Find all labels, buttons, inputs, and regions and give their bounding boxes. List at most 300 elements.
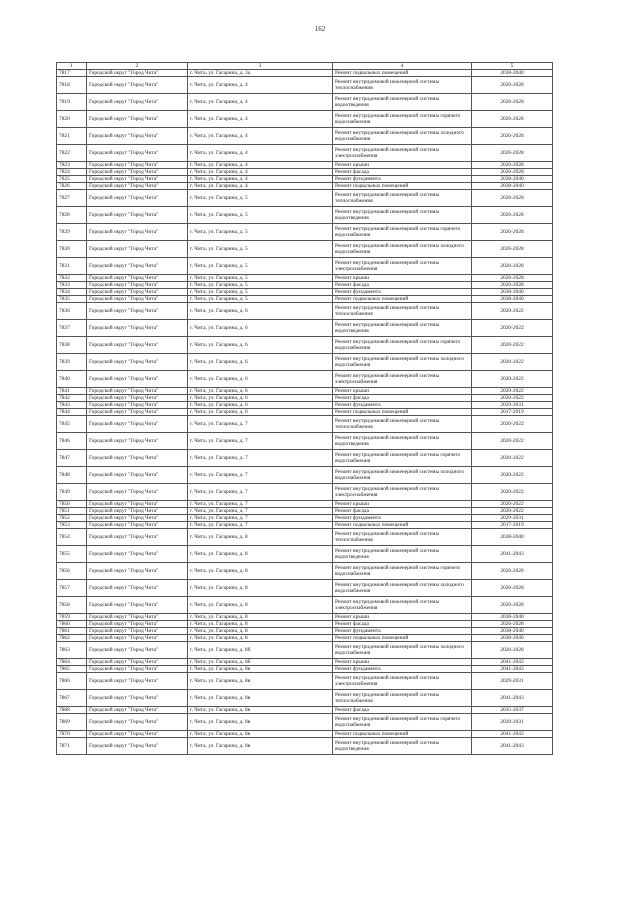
table-row — [57, 388, 553, 395]
table-row — [57, 275, 553, 282]
address-cell: г. Чита, ул. Гагарина, д. 8 — [188, 628, 333, 635]
municipality-cell: Городской округ "Город Чита" — [87, 176, 188, 183]
table-row — [57, 484, 553, 501]
row-number: 7853 — [57, 522, 87, 529]
row-number: 7846 — [57, 433, 87, 450]
municipality-cell: Городской округ "Город Чита" — [87, 77, 188, 94]
address-cell: г. Чита, ул. Гагарина, д. 4 — [188, 145, 333, 162]
municipality-cell: Городской округ "Город Чита" — [87, 673, 188, 690]
table-row — [57, 546, 553, 563]
address-cell: г. Чита, ул. Гагарина, д. 7 — [188, 501, 333, 508]
row-number: 7858 — [57, 597, 87, 614]
table-row — [57, 77, 553, 94]
work-type-cell: Ремонт фундамента — [333, 402, 472, 409]
table-row — [57, 501, 553, 508]
period-cell: 2020-2022 — [472, 371, 553, 388]
table-row — [57, 580, 553, 597]
table-row — [57, 467, 553, 484]
period-cell: 2026-2028 — [472, 580, 553, 597]
table-row — [57, 433, 553, 450]
table-row — [57, 128, 553, 145]
row-number: 7843 — [57, 402, 87, 409]
column-header: 3 — [188, 63, 333, 70]
work-type-cell: Ремонт подвальных помещений — [333, 183, 472, 190]
address-cell: г. Чита, ул. Гагарина, д. 8в — [188, 666, 333, 673]
table-row — [57, 522, 553, 529]
period-cell: 2026-2028 — [472, 224, 553, 241]
work-type-cell: Ремонт внутридомовой инженерной системы теплоснабжения — [333, 690, 472, 707]
address-cell: г. Чита, ул. Гагарина, д. 8в — [188, 738, 333, 755]
address-cell: г. Чита, ул. Гагарина, д. 6 — [188, 402, 333, 409]
address-cell: г. Чита, ул. Гагарина, д. 8 — [188, 597, 333, 614]
address-cell: г. Чита, ул. Гагарина, д. 8 — [188, 614, 333, 621]
work-type-cell: Ремонт внутридомовой инженерной системы водоотведения — [333, 207, 472, 224]
period-cell: 2029-2031 — [472, 714, 553, 731]
address-cell: г. Чита, ул. Гагарина, д. 5 — [188, 241, 333, 258]
row-number: 7831 — [57, 258, 87, 275]
municipality-cell: Городской округ "Город Чита" — [87, 354, 188, 371]
address-cell: г. Чита, ул. Гагарина, д. 7 — [188, 433, 333, 450]
table-row — [57, 642, 553, 659]
period-cell: 2020-2022 — [472, 303, 553, 320]
municipality-cell: Городской округ "Город Чита" — [87, 111, 188, 128]
table-row — [57, 111, 553, 128]
work-type-cell: Ремонт фундамента — [333, 515, 472, 522]
address-cell: г. Чита, ул. Гагарина, д. 7 — [188, 416, 333, 433]
work-type-cell: Ремонт фасада — [333, 707, 472, 714]
municipality-cell: Городской округ "Город Чита" — [87, 162, 188, 169]
municipality-cell: Городской округ "Город Чита" — [87, 258, 188, 275]
row-number: 7834 — [57, 289, 87, 296]
period-cell: 2038-2040 — [472, 296, 553, 303]
municipality-cell: Городской округ "Город Чита" — [87, 546, 188, 563]
address-cell: г. Чита, ул. Гагарина, д. 7 — [188, 508, 333, 515]
municipality-cell: Городской округ "Город Чита" — [87, 714, 188, 731]
municipality-cell: Городской округ "Город Чита" — [87, 642, 188, 659]
table-row — [57, 635, 553, 642]
column-header: 5 — [472, 63, 553, 70]
row-number: 7859 — [57, 614, 87, 621]
period-cell: 2017-2019 — [472, 522, 553, 529]
municipality-cell: Городской округ "Город Чита" — [87, 515, 188, 522]
address-cell: г. Чита, ул. Гагарина, д. 8в — [188, 714, 333, 731]
table-row — [57, 70, 553, 77]
table-row — [57, 515, 553, 522]
period-cell: 2038-2040 — [472, 183, 553, 190]
work-type-cell: Ремонт внутридомовой инженерной системы электроснабжения — [333, 258, 472, 275]
table-row — [57, 450, 553, 467]
municipality-cell: Городской округ "Город Чита" — [87, 371, 188, 388]
table-row — [57, 690, 553, 707]
period-cell: 2020-2022 — [472, 416, 553, 433]
period-cell: 2041-2043 — [472, 659, 553, 666]
table-row — [57, 673, 553, 690]
work-type-cell: Ремонт фасада — [333, 395, 472, 402]
municipality-cell: Городской округ "Город Чита" — [87, 416, 188, 433]
table-row — [57, 707, 553, 714]
table-row — [57, 207, 553, 224]
period-cell: 2029-2031 — [472, 673, 553, 690]
row-number: 7868 — [57, 707, 87, 714]
row-number: 7864 — [57, 659, 87, 666]
work-type-cell: Ремонт внутридомовой инженерной системы холодного водоснабжения — [333, 128, 472, 145]
period-cell: 2020-2022 — [472, 467, 553, 484]
municipality-cell: Городской округ "Город Чита" — [87, 635, 188, 642]
work-type-cell: Ремонт фундамента — [333, 289, 472, 296]
row-number: 7836 — [57, 303, 87, 320]
municipality-cell: Городской округ "Город Чита" — [87, 296, 188, 303]
municipality-cell: Городской округ "Город Чита" — [87, 289, 188, 296]
row-number: 7837 — [57, 320, 87, 337]
row-number: 7841 — [57, 388, 87, 395]
work-type-cell: Ремонт крыши — [333, 162, 472, 169]
table-row — [57, 395, 553, 402]
period-cell: 2026-2028 — [472, 597, 553, 614]
row-number: 7817 — [57, 70, 87, 77]
row-number: 7871 — [57, 738, 87, 755]
table-row — [57, 371, 553, 388]
municipality-cell: Городской округ "Город Чита" — [87, 320, 188, 337]
period-cell: 2038-2040 — [472, 176, 553, 183]
address-cell: г. Чита, ул. Гагарина, д. 4 — [188, 183, 333, 190]
work-type-cell: Ремонт внутридомовой инженерной системы теплоснабжения — [333, 529, 472, 546]
period-cell: 2026-2028 — [472, 190, 553, 207]
table-row — [57, 176, 553, 183]
period-cell: 2020-2022 — [472, 501, 553, 508]
work-type-cell: Ремонт подвальных помещений — [333, 70, 472, 77]
work-type-cell: Ремонт внутридомовой инженерной системы теплоснабжения — [333, 303, 472, 320]
address-cell: г. Чита, ул. Гагарина, д. 5 — [188, 282, 333, 289]
municipality-cell: Городской округ "Город Чита" — [87, 169, 188, 176]
period-cell: 2041-2043 — [472, 731, 553, 738]
row-number: 7825 — [57, 176, 87, 183]
address-cell: г. Чита, ул. Гагарина, д. 6 — [188, 354, 333, 371]
work-type-cell: Ремонт крыши — [333, 501, 472, 508]
table-row — [57, 183, 553, 190]
municipality-cell: Городской округ "Город Чита" — [87, 275, 188, 282]
work-type-cell: Ремонт внутридомовой инженерной системы теплоснабжения — [333, 190, 472, 207]
address-cell: г. Чита, ул. Гагарина, д. 8 — [188, 635, 333, 642]
row-number: 7852 — [57, 515, 87, 522]
work-type-cell: Ремонт внутридомовой инженерной системы холодного водоснабжения — [333, 642, 472, 659]
address-cell: г. Чита, ул. Гагарина, д. 8в — [188, 731, 333, 738]
row-number: 7855 — [57, 546, 87, 563]
address-cell: г. Чита, ул. Гагарина, д. 4 — [188, 162, 333, 169]
municipality-cell: Городской округ "Город Чита" — [87, 94, 188, 111]
work-type-cell: Ремонт крыши — [333, 659, 472, 666]
work-type-cell: Ремонт фундамента — [333, 666, 472, 673]
period-cell: 2026-2028 — [472, 162, 553, 169]
work-type-cell: Ремонт внутридомовой инженерной системы водоотведения — [333, 546, 472, 563]
municipality-cell: Городской округ "Город Чита" — [87, 628, 188, 635]
table-row — [57, 621, 553, 628]
period-cell: 2026-2028 — [472, 169, 553, 176]
period-cell: 2038-2040 — [472, 289, 553, 296]
work-type-cell: Ремонт внутридомовой инженерной системы горячего водоснабжения — [333, 224, 472, 241]
row-number: 7866 — [57, 673, 87, 690]
row-number: 7822 — [57, 145, 87, 162]
row-number: 7869 — [57, 714, 87, 731]
work-type-cell: Ремонт внутридомовой инженерной системы водоотведения — [333, 433, 472, 450]
work-type-cell: Ремонт внутридомовой инженерной системы водоотведения — [333, 738, 472, 755]
row-number: 7819 — [57, 94, 87, 111]
address-cell: г. Чита, ул. Гагарина, д. 6 — [188, 388, 333, 395]
address-cell: г. Чита, ул. Гагарина, д. 8в — [188, 673, 333, 690]
row-number: 7828 — [57, 207, 87, 224]
work-type-cell: Ремонт внутридомовой инженерной системы горячего водоснабжения — [333, 337, 472, 354]
work-type-cell: Ремонт внутридомовой инженерной системы электроснабжения — [333, 597, 472, 614]
period-cell: 2038-2040 — [472, 614, 553, 621]
table-row — [57, 224, 553, 241]
row-number: 7824 — [57, 169, 87, 176]
period-cell: 2020-2022 — [472, 337, 553, 354]
work-type-cell: Ремонт внутридомовой инженерной системы холодного водоснабжения — [333, 241, 472, 258]
work-type-cell: Ремонт крыши — [333, 388, 472, 395]
row-number: 7857 — [57, 580, 87, 597]
table-row — [57, 145, 553, 162]
period-cell: 2026-2028 — [472, 111, 553, 128]
municipality-cell: Городской округ "Город Чита" — [87, 666, 188, 673]
row-number: 7851 — [57, 508, 87, 515]
municipality-cell: Городской округ "Город Чита" — [87, 128, 188, 145]
municipality-cell: Городской округ "Город Чита" — [87, 580, 188, 597]
row-number: 7845 — [57, 416, 87, 433]
address-cell: г. Чита, ул. Гагарина, д. 6 — [188, 320, 333, 337]
column-header: 2 — [87, 63, 188, 70]
municipality-cell: Городской округ "Город Чита" — [87, 409, 188, 416]
work-type-cell: Ремонт крыши — [333, 614, 472, 621]
table-row — [57, 402, 553, 409]
municipality-cell: Городской округ "Город Чита" — [87, 522, 188, 529]
period-cell: 2038-2040 — [472, 529, 553, 546]
period-cell: 2026-2028 — [472, 282, 553, 289]
table-row — [57, 94, 553, 111]
table-row — [57, 563, 553, 580]
table-body — [57, 63, 553, 755]
row-number: 7820 — [57, 111, 87, 128]
row-number: 7830 — [57, 241, 87, 258]
period-cell: 2020-2022 — [472, 354, 553, 371]
row-number: 7847 — [57, 450, 87, 467]
address-cell: г. Чита, ул. Гагарина, д. 4 — [188, 128, 333, 145]
municipality-cell: Городской округ "Город Чита" — [87, 190, 188, 207]
row-number: 7821 — [57, 128, 87, 145]
work-type-cell: Ремонт фундамента — [333, 628, 472, 635]
row-number: 7835 — [57, 296, 87, 303]
address-cell: г. Чита, ул. Гагарина, д. 8в — [188, 690, 333, 707]
period-cell: 2026-2028 — [472, 241, 553, 258]
work-type-cell: Ремонт подвальных помещений — [333, 296, 472, 303]
address-cell: г. Чита, ул. Гагарина, д. 7 — [188, 515, 333, 522]
period-cell: 2041-2043 — [472, 546, 553, 563]
address-cell: г. Чита, ул. Гагарина, д. 8 — [188, 621, 333, 628]
period-cell: 2026-2028 — [472, 77, 553, 94]
work-type-cell: Ремонт внутридомовой инженерной системы электроснабжения — [333, 145, 472, 162]
address-cell: г. Чита, ул. Гагарина, д. 6 — [188, 371, 333, 388]
work-type-cell: Ремонт внутридомовой инженерной системы горячего водоснабжения — [333, 111, 472, 128]
address-cell: г. Чита, ул. Гагарина, д. 8б — [188, 642, 333, 659]
period-cell: 2029-2031 — [472, 515, 553, 522]
row-number: 7863 — [57, 642, 87, 659]
municipality-cell: Городской округ "Город Чита" — [87, 450, 188, 467]
work-type-cell: Ремонт внутридомовой инженерной системы холодного водоснабжения — [333, 467, 472, 484]
work-type-cell: Ремонт внутридомовой инженерной системы электроснабжения — [333, 484, 472, 501]
period-cell: 2026-2028 — [472, 275, 553, 282]
table-row — [57, 628, 553, 635]
row-number: 7818 — [57, 77, 87, 94]
period-cell: 2026-2028 — [472, 145, 553, 162]
work-type-cell: Ремонт фасада — [333, 282, 472, 289]
address-cell: г. Чита, ул. Гагарина, д. 8 — [188, 563, 333, 580]
row-number: 7829 — [57, 224, 87, 241]
work-type-cell: Ремонт подвальных помещений — [333, 731, 472, 738]
work-type-cell: Ремонт внутридомовой инженерной системы холодного водоснабжения — [333, 580, 472, 597]
table-row — [57, 659, 553, 666]
period-cell: 2020-2022 — [472, 484, 553, 501]
period-cell: 2026-2028 — [472, 94, 553, 111]
period-cell: 2020-2022 — [472, 395, 553, 402]
work-type-cell: Ремонт внутридомовой инженерной системы электроснабжения — [333, 371, 472, 388]
work-type-cell: Ремонт внутридомовой инженерной системы водоотведения — [333, 94, 472, 111]
municipality-cell: Городской округ "Город Чита" — [87, 501, 188, 508]
work-type-cell: Ремонт внутридомовой инженерной системы горячего водоснабжения — [333, 450, 472, 467]
table-row — [57, 416, 553, 433]
work-type-cell: Ремонт внутридомовой инженерной системы горячего водоснабжения — [333, 563, 472, 580]
municipality-cell: Городской округ "Город Чита" — [87, 659, 188, 666]
address-cell: г. Чита, ул. Гагарина, д. 8 — [188, 546, 333, 563]
address-cell: г. Чита, ул. Гагарина, д. 4 — [188, 111, 333, 128]
municipality-cell: Городской округ "Город Чита" — [87, 402, 188, 409]
period-cell: 2026-2028 — [472, 207, 553, 224]
page-number: 162 — [314, 25, 326, 33]
column-header: 4 — [333, 63, 472, 70]
municipality-cell: Городской округ "Город Чита" — [87, 282, 188, 289]
municipality-cell: Городской округ "Город Чита" — [87, 183, 188, 190]
period-cell: 2041-2043 — [472, 738, 553, 755]
municipality-cell: Городской округ "Город Чита" — [87, 224, 188, 241]
row-number: 7842 — [57, 395, 87, 402]
period-cell: 2038-2040 — [472, 70, 553, 77]
repair-schedule-table — [56, 62, 553, 755]
column-header: 1 — [57, 63, 87, 70]
municipality-cell: Городской округ "Город Чита" — [87, 529, 188, 546]
period-cell: 2029-2031 — [472, 402, 553, 409]
address-cell: г. Чита, ул. Гагарина, д. 5 — [188, 289, 333, 296]
municipality-cell: Городской округ "Город Чита" — [87, 731, 188, 738]
municipality-cell: Городской округ "Город Чита" — [87, 433, 188, 450]
work-type-cell: Ремонт внутридомовой инженерной системы холодного водоснабжения — [333, 354, 472, 371]
municipality-cell: Городской округ "Город Чита" — [87, 337, 188, 354]
address-cell: г. Чита, ул. Гагарина, д. 7 — [188, 484, 333, 501]
work-type-cell: Ремонт внутридомовой инженерной системы водоотведения — [333, 320, 472, 337]
address-cell: г. Чита, ул. Гагарина, д. 5 — [188, 224, 333, 241]
period-cell: 2038-2040 — [472, 628, 553, 635]
period-cell: 2041-2043 — [472, 666, 553, 673]
table-row — [57, 282, 553, 289]
address-cell: г. Чита, ул. Гагарина, д. 7 — [188, 522, 333, 529]
period-cell: 2020-2022 — [472, 433, 553, 450]
address-cell: г. Чита, ул. Гагарина, д. 5 — [188, 207, 333, 224]
table-row — [57, 731, 553, 738]
period-cell: 2038-2040 — [472, 635, 553, 642]
municipality-cell: Городской округ "Город Чита" — [87, 690, 188, 707]
municipality-cell: Городской округ "Город Чита" — [87, 395, 188, 402]
row-number: 7870 — [57, 731, 87, 738]
table-row — [57, 169, 553, 176]
work-type-cell: Ремонт подвальных помещений — [333, 635, 472, 642]
table-row — [57, 258, 553, 275]
table-row — [57, 296, 553, 303]
address-cell: г. Чита, ул. Гагарина, д. 6 — [188, 303, 333, 320]
municipality-cell: Городской округ "Город Чита" — [87, 70, 188, 77]
municipality-cell: Городской округ "Город Чита" — [87, 388, 188, 395]
municipality-cell: Городской округ "Город Чита" — [87, 467, 188, 484]
municipality-cell: Городской округ "Город Чита" — [87, 563, 188, 580]
period-cell: 2041-2043 — [472, 690, 553, 707]
row-number: 7867 — [57, 690, 87, 707]
table-row — [57, 666, 553, 673]
period-cell: 2026-2028 — [472, 621, 553, 628]
municipality-cell: Городской округ "Город Чита" — [87, 597, 188, 614]
row-number: 7860 — [57, 621, 87, 628]
table-row — [57, 508, 553, 515]
table-row — [57, 738, 553, 755]
table-row — [57, 320, 553, 337]
municipality-cell: Городской округ "Город Чита" — [87, 508, 188, 515]
row-number: 7854 — [57, 529, 87, 546]
municipality-cell: Городской округ "Город Чита" — [87, 738, 188, 755]
period-cell: 2026-2028 — [472, 642, 553, 659]
row-number: 7850 — [57, 501, 87, 508]
period-cell: 2026-2028 — [472, 128, 553, 145]
table-row — [57, 409, 553, 416]
period-cell: 2026-2028 — [472, 563, 553, 580]
municipality-cell: Городской округ "Город Чита" — [87, 241, 188, 258]
municipality-cell: Городской округ "Город Чита" — [87, 614, 188, 621]
table-row — [57, 614, 553, 621]
municipality-cell: Городской округ "Город Чита" — [87, 484, 188, 501]
table-row — [57, 337, 553, 354]
work-type-cell: Ремонт фундамента — [333, 176, 472, 183]
address-cell: г. Чита, ул. Гагарина, д. 8 — [188, 529, 333, 546]
address-cell: г. Чита, ул. Гагарина, д. 4 — [188, 176, 333, 183]
period-cell: 2020-2022 — [472, 388, 553, 395]
period-cell: 2020-2022 — [472, 450, 553, 467]
address-cell: г. Чита, ул. Гагарина, д. 4 — [188, 94, 333, 111]
row-number: 7856 — [57, 563, 87, 580]
row-number: 7826 — [57, 183, 87, 190]
address-cell: г. Чита, ул. Гагарина, д. 5 — [188, 296, 333, 303]
row-number: 7862 — [57, 635, 87, 642]
table-row — [57, 241, 553, 258]
table-row — [57, 354, 553, 371]
row-number: 7861 — [57, 628, 87, 635]
municipality-cell: Городской округ "Город Чита" — [87, 207, 188, 224]
address-cell: г. Чита, ул. Гагарина, д. 7 — [188, 467, 333, 484]
row-number: 7849 — [57, 484, 87, 501]
work-type-cell: Ремонт фасада — [333, 621, 472, 628]
row-number: 7827 — [57, 190, 87, 207]
row-number: 7838 — [57, 337, 87, 354]
table-row — [57, 597, 553, 614]
period-cell: 2026-2028 — [472, 258, 553, 275]
row-number: 7832 — [57, 275, 87, 282]
period-cell: 2020-2022 — [472, 508, 553, 515]
work-type-cell: Ремонт фасада — [333, 508, 472, 515]
address-cell: г. Чита, ул. Гагарина, д. 8 — [188, 580, 333, 597]
work-type-cell: Ремонт подвальных помещений — [333, 409, 472, 416]
address-cell: г. Чита, ул. Гагарина, д. 8в — [188, 707, 333, 714]
